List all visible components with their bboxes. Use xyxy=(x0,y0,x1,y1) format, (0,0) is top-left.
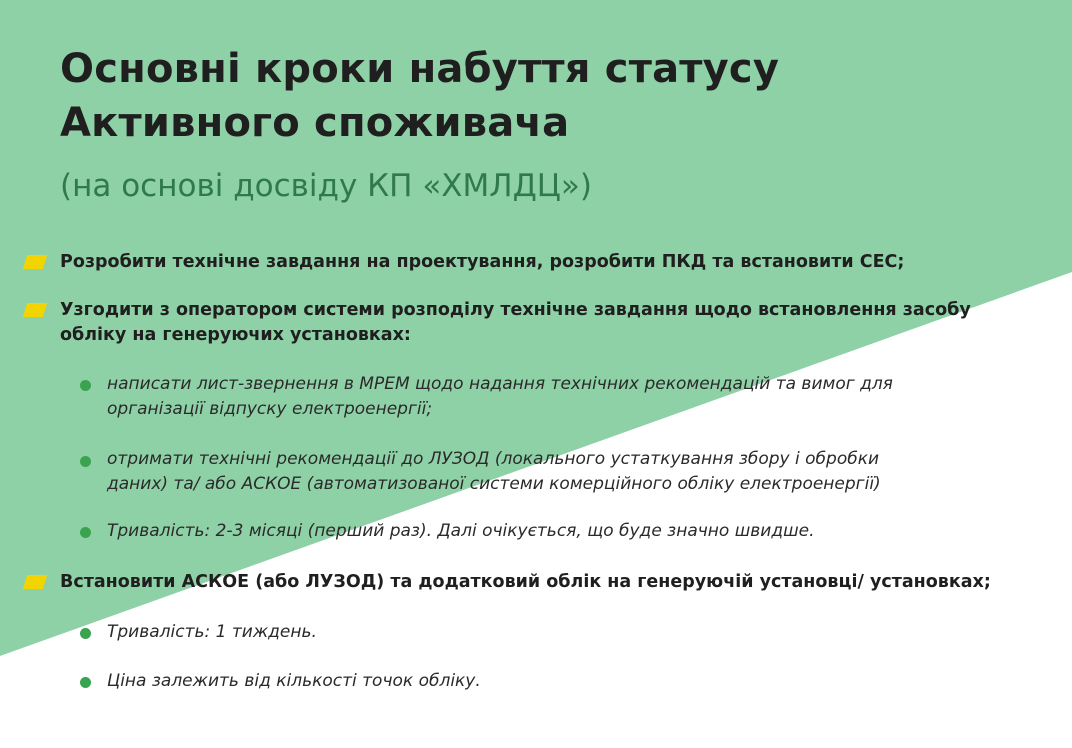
step-2-line-2: обліку на генеруючих установках: xyxy=(60,325,411,345)
step-2-subitem-2-line-1: отримати технічні рекомендації до ЛУЗОД (локального устаткування збору і обробки xyxy=(107,449,880,469)
step-1-text xyxy=(60,250,1050,275)
step-3-text xyxy=(60,570,1050,595)
sub-bullet-icon xyxy=(80,380,91,391)
step-3-subitem-1 xyxy=(107,620,1027,645)
page-subtitle: (на основі досвіду КП «ХМЛДЦ») xyxy=(60,168,592,204)
step-2-subitem-1-line-2: організації відпуску електроенергії; xyxy=(107,399,433,419)
page-title xyxy=(60,42,779,150)
step-2-text xyxy=(60,298,1050,348)
sub-bullet-icon xyxy=(80,527,91,538)
step-2-subitem-2-line-2: даних) та/ або АСКОЕ (автоматизованої системи комерційного обліку електроенергії) xyxy=(107,474,881,494)
step-2-subitem-1-line-1: написати лист-звернення в МРЕМ щодо надання технічних рекомендацій та вимог для xyxy=(107,374,893,394)
step-2-line-1: Узгодити з оператором системи розподілу технічне завдання щодо встановлення засобу xyxy=(60,300,971,320)
sub-bullet-icon xyxy=(80,456,91,467)
page-title-line-2: Активного споживача xyxy=(60,100,570,146)
step-3-subitem-1-line-1: Тривалість: 1 тиждень. xyxy=(107,622,317,642)
step-2-subitem-3-line-1: Тривалість: 2-3 місяці (перший раз). Далі очікується, що буде значно швидше. xyxy=(107,521,815,541)
sub-bullet-icon xyxy=(80,677,91,688)
step-3-subitem-2-line-1: Ціна залежить від кількості точок обліку. xyxy=(107,671,481,691)
step-2-subitem-1 xyxy=(107,372,1027,422)
step-3-line: Встановити АСКОЕ (або ЛУЗОД) та додатковий облік на генеруючій установці/ установках; xyxy=(60,572,991,592)
step-1-line: Розробити технічне завдання на проектування, розробити ПКД та встановити СЕС; xyxy=(60,252,905,272)
page-title-line-1: Основні кроки набуття статусу xyxy=(60,46,780,92)
step-3-subitem-2 xyxy=(107,669,1027,694)
step-2-subitem-3 xyxy=(107,519,1027,544)
sub-bullet-icon xyxy=(80,628,91,639)
step-2-subitem-2 xyxy=(107,447,1027,497)
